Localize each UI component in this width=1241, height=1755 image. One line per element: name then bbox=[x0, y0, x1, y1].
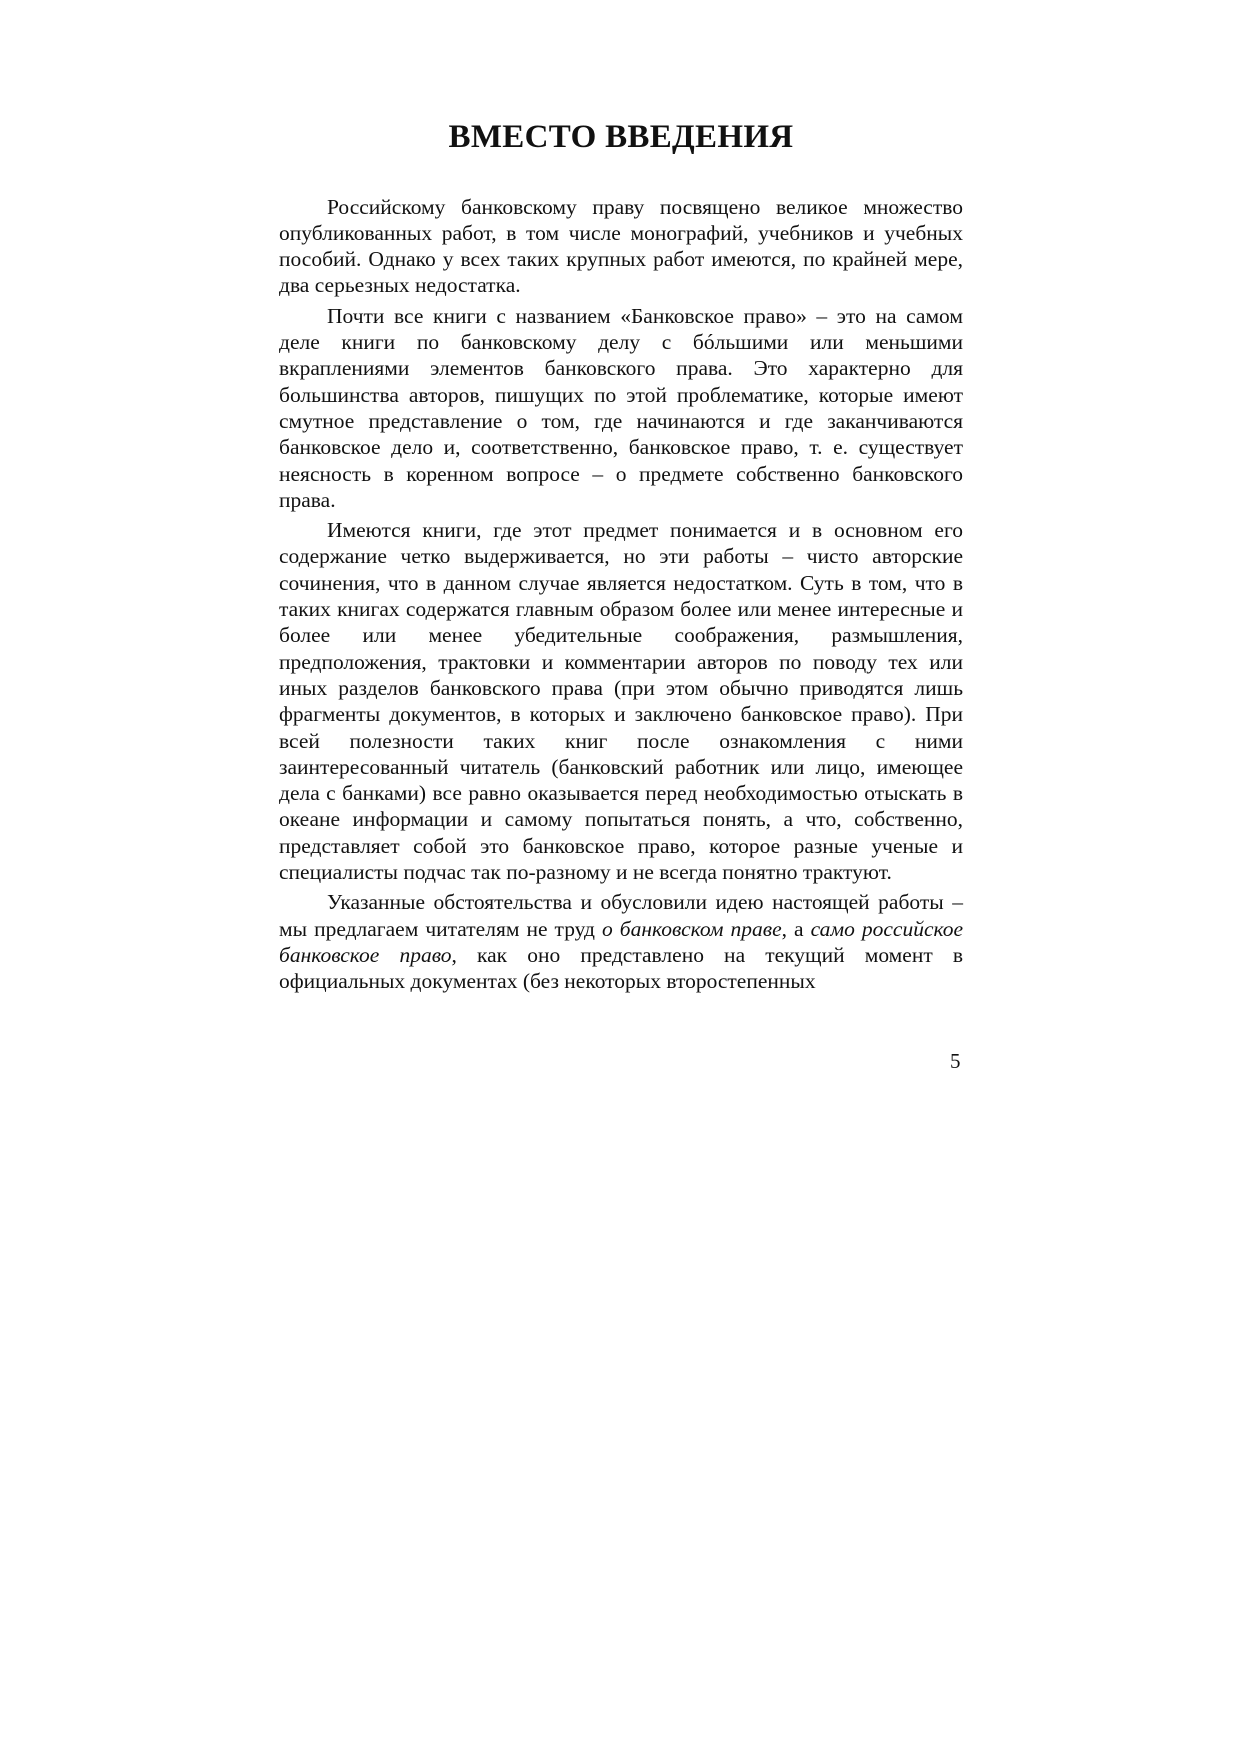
paragraph-1: Российскому банковскому праву посвящено великое множество опубликованных работ, в том числе монографий, учебников и учебных пособий. Однако у всех таких крупных работ имеются, по крайней мере, два серьезных недостатка. bbox=[279, 194, 963, 298]
paragraph-3: Имеются книги, где этот предмет понимается и в основном его содержание четко выдерживается, но эти работы – чисто авторские сочинения, что в данном случае является недостатком. Суть в том, что в таких книгах содержатся главным образом более или менее интересные и более или менее убедительные соображения, размышления, предположения, трактовки и комментарии авторов по поводу тех или иных разделов банковского права (при этом обычно приводятся лишь фрагменты документов, в которых и заключено банковское право). При всей полезности таких книг после ознакомления с ними заинтересованный читатель (банковский работник или лицо, имеющее дела с банками) все равно оказывается перед необходимостью отыскать в океане информации и самому попытаться понять, а что, собственно, представляет собой это банковское право, которое разные ученые и специалисты подчас так по-разному и не всегда понятно трактуют. bbox=[279, 518, 963, 885]
body-text bbox=[279, 194, 963, 995]
paragraph-4-text-b: , а bbox=[781, 916, 811, 941]
paragraph-4-text-c: , как оно представлено на текущий момент в официальных документах (без некоторых второстепенных bbox=[279, 942, 963, 994]
paragraph-4 bbox=[279, 889, 963, 994]
page-number: 5 bbox=[950, 1049, 961, 1073]
paragraph-4-italic-b: само российское банковское право bbox=[279, 916, 964, 967]
paragraph-2: Почти все книги с названием «Банковское право» – это на самом деле книги по банковскому делу с бóльшими или меньшими вкраплениями элементов банковского права. Это характерно для большинства авторов, пишущих по этой проблематике, которые имеют смутное представление о том, где начинаются и где заканчиваются банковское дело и, соответственно, банковское право, т. е. существует неясность в коренном вопросе – о предмете собственно банковского права. bbox=[279, 303, 963, 512]
document-page bbox=[279, 118, 963, 995]
section-title: ВМЕСТО ВВЕДЕНИЯ bbox=[448, 119, 794, 155]
paragraph-4-italic-a: о банковском праве bbox=[602, 916, 782, 941]
paragraph-4-text-a: Указанные обстоятельства и обусловили идею настоящей работы – мы предлагаем читателям не труд bbox=[279, 890, 963, 941]
